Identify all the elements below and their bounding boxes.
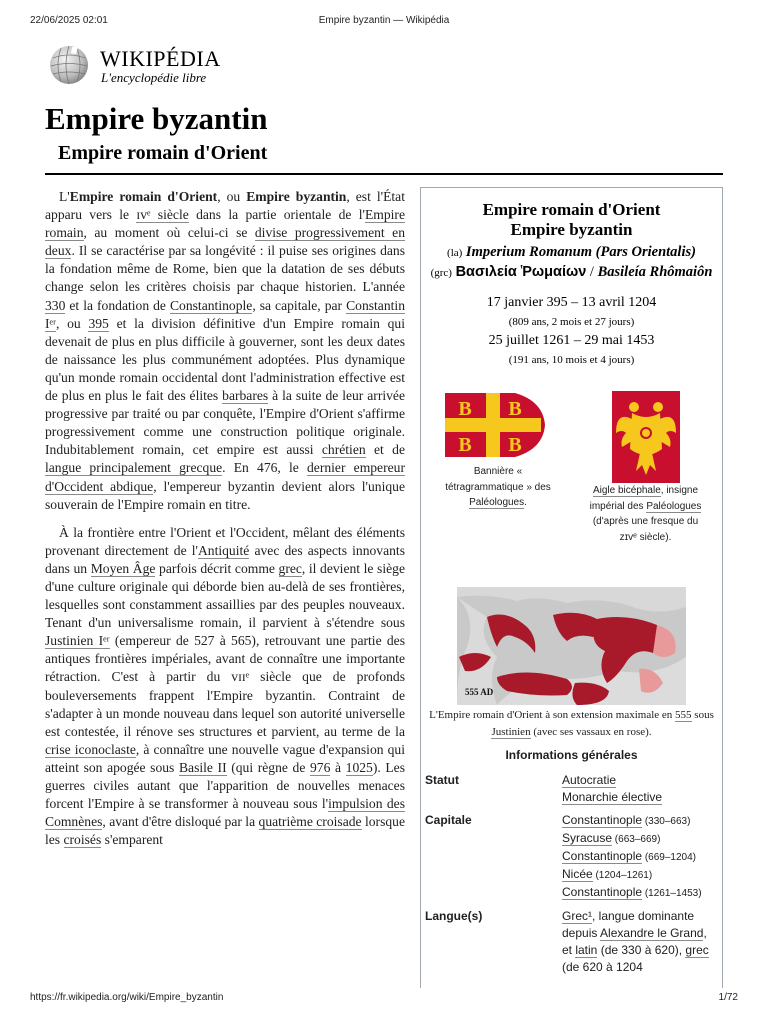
infobox-value-line <box>562 848 718 866</box>
inline-link[interactable]: Basile II <box>178 759 227 775</box>
text-run: . Il se caractérise par sa longévité : il puise ses origines dans la fondation même de Rome, bien que la datation de ses débuts change selon les critères choisis par chaque historien. L'année <box>45 243 405 295</box>
greek-separator: / <box>586 264 598 280</box>
text-run: (qui règne de <box>226 759 310 775</box>
wikipedia-logo[interactable] <box>45 42 305 92</box>
bold-term: Empire romain d'Orient <box>69 189 218 204</box>
infobox-row <box>425 812 718 902</box>
print-doc-title: Empire byzantin — Wikipédia <box>318 15 450 26</box>
text-run: lorsque les <box>45 814 405 848</box>
inline-link[interactable]: quatrième croisade <box>258 814 362 830</box>
inline-link[interactable]: latin <box>575 943 598 957</box>
wikipedia-tagline: L'encyclopédie libre <box>101 70 207 85</box>
print-url[interactable]: https://fr.wikipedia.org/wiki/Empire_byzantin <box>30 992 224 1003</box>
text-run: À la frontière entre l'Orient et l'Occident, mêlant des éléments provenant directement de l' <box>45 524 405 558</box>
inline-link[interactable]: 1025 <box>345 759 373 775</box>
inline-link[interactable]: Paléologues <box>469 497 525 508</box>
print-footer <box>30 992 738 1006</box>
text-run: parfois décrit comme <box>155 560 279 576</box>
text-run: (avec ses vassaux en rose). <box>530 726 652 738</box>
text-run: , insigne impérial des <box>589 485 699 512</box>
inline-link[interactable]: 555 <box>675 709 692 721</box>
text-run: et de <box>365 442 405 458</box>
inline-link[interactable]: Syracuse <box>562 831 613 845</box>
map-caption <box>425 707 718 741</box>
inline-link[interactable]: Paléologues <box>646 500 702 512</box>
text-run: L' <box>59 189 70 204</box>
title-divider <box>45 173 723 175</box>
text-run: , au moment où celui-ci se <box>83 225 255 241</box>
inline-link[interactable]: 330 <box>45 297 66 313</box>
article-body <box>45 188 405 859</box>
text-run: à la suite de leur arrivée progressive par traité ou par conquête, l'Empire d'Orient s'affirme progressivement comme une construction politique originale. Indubitablement romain, cet empire est aussi <box>45 388 405 458</box>
banner-letter-tr: B <box>508 398 522 420</box>
double-headed-eagle-image[interactable] <box>612 391 680 483</box>
empire-extent-map-image[interactable] <box>457 587 686 705</box>
text-run: ). Les guerres civiles autant que l'apparition de nouvelles menaces forcent l'Empire à se transformer à nouveau sous l' <box>45 759 405 812</box>
text-run: , et <box>562 926 707 957</box>
infobox-row-label: Langue(s) <box>425 909 483 923</box>
article-paragraph-2 <box>45 524 405 850</box>
infobox-title-1: Empire romain d'Orient <box>482 200 661 219</box>
infobox-value-line <box>562 866 718 884</box>
infobox-title-2: Empire byzantin <box>510 220 633 239</box>
print-page-number: 1/72 <box>718 992 738 1003</box>
inline-link[interactable]: barbares <box>222 388 269 404</box>
text-run: , il devient le siège d'une culture originale qui déborde bien au-delà de ses frontières, lesquelles sont constamment assaillies par des peuples nouveaux. Tenant d'un universalisme romain, il parvient à s'étendre sous <box>45 560 405 631</box>
banner-caption <box>443 464 553 511</box>
text-run: , ou <box>55 315 89 331</box>
infobox-row-label: Capitale <box>425 813 472 827</box>
year-range: (330–663) <box>642 816 691 827</box>
text-run: à <box>330 759 346 775</box>
banner-letter-tl: B <box>458 398 472 420</box>
inline-link[interactable]: Moyen Âge <box>90 560 156 576</box>
bold-term: Empire byzantin <box>246 189 347 204</box>
inline-link[interactable]: divise progressivement en deux <box>45 225 405 259</box>
infobox-row-value <box>562 772 718 806</box>
inline-link[interactable]: Monarchie élective <box>562 790 663 804</box>
duration-2: (191 ans, 10 mois et 4 jours) <box>508 354 635 366</box>
text-run: , à connaître une nouvelle vague d'expansion qui atteint son apogée sous <box>45 741 405 775</box>
text-run: , l'empereur byzantin devient alors l'unique souverain de l'Empire romain en titre. <box>45 478 405 512</box>
latin-name: Imperium Romanum (Pars Orientalis) <box>465 244 696 260</box>
banner-figure <box>443 391 553 511</box>
inline-link[interactable]: impulsion des Comnènes <box>45 796 406 830</box>
greek-lang-code[interactable]: (grc) <box>430 267 452 279</box>
inline-link[interactable]: Justinien Iᵉʳ <box>45 633 110 649</box>
greek-transliteration: Basileía Rhômaiôn <box>597 264 713 280</box>
text-run: s'emparent <box>101 832 163 848</box>
page-subtitle: Empire romain d'Orient <box>58 142 268 164</box>
text-run: , sa capitale, par <box>252 297 347 313</box>
inline-link[interactable]: Justinien <box>491 726 531 738</box>
text-run: « tétragrammatique » des <box>445 466 551 493</box>
greek-name: Βασιλεία Ῥωμαίων <box>455 264 587 280</box>
text-run: Bannière <box>473 466 517 477</box>
date-range-2: 25 juillet 1261 – 29 mai 1453 <box>488 333 655 348</box>
banner-letter-br: B <box>508 434 522 456</box>
page-title: Empire byzantin <box>45 101 268 136</box>
text-run: dans la partie orientale de l' <box>188 207 365 223</box>
infobox-section-heading: Informations générales <box>505 748 638 762</box>
infobox-dates <box>421 293 722 369</box>
banner-letter-bl: B <box>458 434 472 456</box>
inline-link[interactable]: Empire romain <box>45 207 405 241</box>
empire-map-figure <box>457 587 686 705</box>
infobox-row <box>425 908 718 976</box>
inline-link[interactable]: Aigle bicéphale <box>592 485 661 496</box>
text-run: , ou <box>217 189 247 204</box>
infobox-value-line <box>562 830 718 848</box>
text-run: , avant d'être disloqué par la <box>102 814 259 830</box>
year-range: (1204–1261) <box>592 870 653 881</box>
print-header <box>30 15 738 29</box>
inline-link[interactable]: dernier empereur d'Occident abdique <box>45 460 405 494</box>
infobox <box>420 187 723 988</box>
inline-link[interactable]: Constantinople <box>169 297 253 313</box>
year-range: (1261–1453) <box>642 888 702 899</box>
inline-link[interactable]: crise iconoclaste <box>45 741 136 757</box>
eagle-figure <box>583 391 708 545</box>
infobox-title <box>421 200 722 240</box>
infobox-rows <box>425 772 718 982</box>
infobox-value-line <box>562 789 718 806</box>
inline-link[interactable]: croisés <box>63 832 102 848</box>
tetragrammatic-banner-image[interactable] <box>443 391 547 459</box>
infobox-value-line <box>562 908 718 976</box>
infobox-emblems <box>421 377 722 543</box>
text-run: et la division définitive d'un Empire romain qui devenait de plus en plus difficile à gouverner, sont les deux dates de naissance les plus communément adoptées. Plus dynamique qu'un monde romain occidental dont l'administration effective est de plus en plus le fait des élites <box>45 315 406 404</box>
text-run: avec des aspects innovants dans un <box>45 542 405 576</box>
inline-link[interactable]: Constantin Iᵉʳ <box>45 297 405 331</box>
inline-link[interactable]: Nicée <box>562 867 593 881</box>
infobox-value-line <box>562 812 718 830</box>
text-run: sous <box>691 709 714 721</box>
text-run: . <box>524 497 527 508</box>
inline-link[interactable]: grec <box>278 560 302 576</box>
print-datetime: 22/06/2025 02:01 <box>30 15 108 26</box>
infobox-row-value <box>562 908 718 976</box>
inline-link[interactable]: 976 <box>309 759 331 775</box>
text-run: (d'après une fresque du ᴢɪᴠᵉ siècle). <box>592 516 699 543</box>
infobox-native-names <box>421 243 722 283</box>
year-range: (669–1204) <box>642 852 696 863</box>
latin-lang-code[interactable]: (la) <box>447 247 463 259</box>
text-run: , est l'État apparu vers le <box>45 189 405 223</box>
inline-link[interactable]: 395 <box>88 315 109 331</box>
date-range-1: 17 janvier 395 – 13 avril 1204 <box>486 295 657 310</box>
inline-link[interactable]: Constantinople <box>562 813 643 827</box>
puzzle-globe-icon <box>45 44 93 86</box>
text-run: (de 620 à 1204 <box>562 960 643 974</box>
year-range: (663–669) <box>612 834 661 845</box>
inline-link[interactable]: Alexandre le Grand <box>600 926 704 940</box>
text-run: et la fondation de <box>65 297 170 313</box>
eagle-caption <box>583 483 708 545</box>
text-run: , langue dominante depuis <box>562 909 695 940</box>
infobox-row-value <box>562 812 718 902</box>
text-run: (de 330 à 620), <box>597 943 686 957</box>
text-run: . En 476, le <box>222 460 307 476</box>
inline-link[interactable]: Constantinople <box>562 849 643 863</box>
inline-link[interactable]: Constantinople <box>562 885 643 899</box>
map-year-label: 555 AD <box>465 687 494 697</box>
infobox-row-label: Statut <box>425 773 459 787</box>
inline-link[interactable]: ɪvᵉ siècle <box>136 207 189 223</box>
inline-link[interactable]: Grec¹ <box>562 909 592 923</box>
inline-link[interactable]: langue principalement grecque <box>45 460 223 476</box>
infobox-value-line <box>562 884 718 902</box>
text-run: (empereur de 527 à 565), retrouvant une partie des antiques frontières impériales, avant de connaître une importante rétraction. C'est à partir du ᴠɪɪᵉ siècle que de profonds bouleversements frappent l'Empire byzantin. Contraint de s'adapter à un monde nouveau dans lequel son autorité universelle est contestée, il rénove ses structures et parvient, au terme de la <box>45 633 405 739</box>
inline-link[interactable]: chrétien <box>321 442 366 458</box>
infobox-row <box>425 772 718 806</box>
infobox-value-line <box>562 772 718 789</box>
article-paragraph-1 <box>45 188 405 514</box>
text-run: L'Empire romain d'Orient à son extension maximale en <box>429 709 676 721</box>
duration-1: (809 ans, 2 mois et 27 jours) <box>508 316 635 328</box>
inline-link[interactable]: Autocratie <box>562 773 617 787</box>
wikipedia-wordmark: WIKIPÉDIA <box>100 46 221 71</box>
inline-link[interactable]: Antiquité <box>197 542 250 558</box>
inline-link[interactable]: grec <box>685 943 709 957</box>
